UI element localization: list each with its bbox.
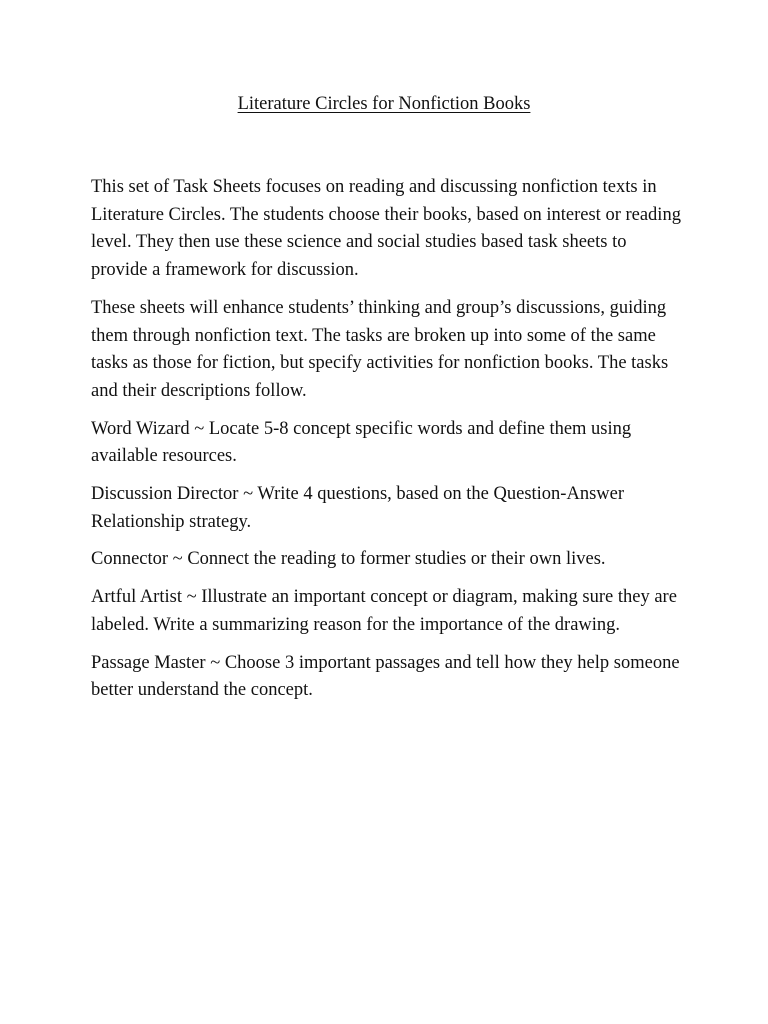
task-discussion-director: Discussion Director ~ Write 4 questions, based on the Question-Answer Relationship strategy. (91, 484, 624, 532)
task-word-wizard: Word Wizard ~ Locate 5-8 concept specific words and define them using available resources. (91, 418, 632, 467)
purpose-paragraph: These sheets will enhance students’ thinking and group’s discussions, guiding them through nonfiction text. The tasks are broken up into some of the same tasks as those for fiction, but specify activities for nonfiction books. The tasks and their descriptions follow. (91, 297, 669, 401)
intro-paragraph: This set of Task Sheets focuses on reading and discussing nonfiction texts in Literature Circles. The students choose their books, based on interest or reading level. They then use these science and social studies based task sheets to provide a framework for discussion. (91, 177, 681, 281)
task-passage-master: Passage Master ~ Choose 3 important passages and tell how they help someone better understand the concept. (91, 652, 680, 701)
task-artful-artist: Artful Artist ~ Illustrate an important concept or diagram, making sure they are labeled. Write a summarizing reason for the importance of the drawing. (91, 587, 677, 635)
page-title: Literature Circles for Nonfiction Books (237, 94, 531, 114)
task-connector: Connector ~ Connect the reading to former studies or their own lives. (91, 549, 606, 570)
document-body (91, 174, 681, 715)
